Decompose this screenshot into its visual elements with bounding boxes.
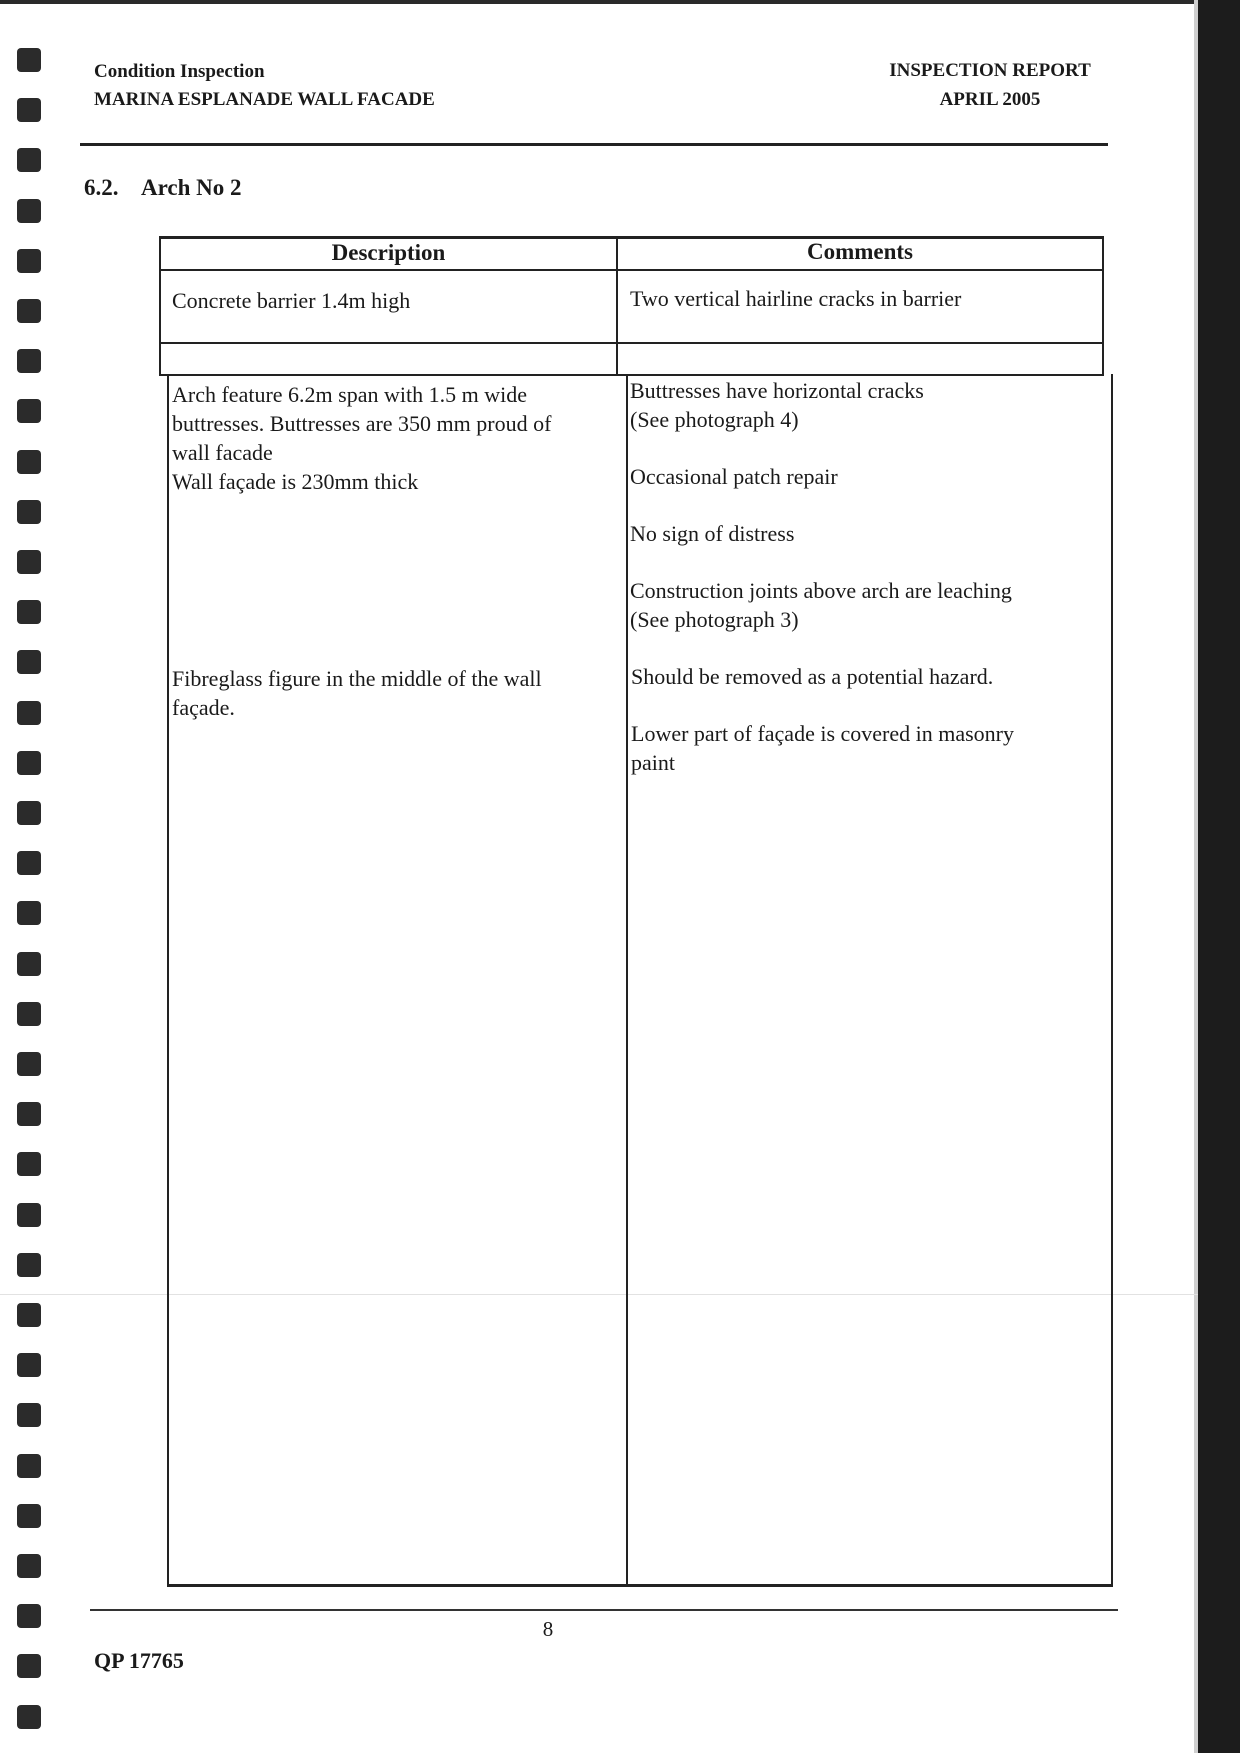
binding-hole — [17, 1504, 41, 1528]
comment-line: (See photograph 4) — [630, 407, 799, 432]
header-subtitle: Condition Inspection — [94, 61, 265, 82]
comment-line: Lower part of façade is covered in masonry — [631, 721, 1015, 746]
header-rule — [80, 143, 1108, 146]
scan-artifact-line — [0, 1294, 1198, 1295]
table-row-rule — [159, 342, 1104, 344]
binding-hole — [17, 550, 41, 574]
binding-hole — [17, 801, 41, 825]
binding-hole — [17, 1403, 41, 1427]
binding-hole — [17, 500, 41, 524]
header-project-title: MARINA ESPLANADE WALL FACADE — [94, 89, 435, 110]
binding-hole — [17, 48, 41, 72]
binding-hole — [17, 349, 41, 373]
comment-cell: Two vertical hairline cracks in barrier — [630, 286, 962, 311]
binding-hole — [17, 98, 41, 122]
description-line: wall facade — [172, 440, 273, 465]
binding-hole — [17, 1353, 41, 1377]
binding-hole — [17, 1604, 41, 1628]
description-line: Arch feature 6.2m span with 1.5 m wide — [172, 382, 527, 407]
binding-hole — [17, 851, 41, 875]
binding-hole — [17, 1152, 41, 1176]
comment-line: paint — [631, 750, 675, 775]
binding-hole — [17, 450, 41, 474]
binding-hole — [17, 1705, 41, 1729]
binding-hole — [17, 1002, 41, 1026]
section-number: 6.2. — [84, 175, 119, 200]
comment-line: (See photograph 3) — [630, 607, 799, 632]
binding-hole — [17, 1303, 41, 1327]
binding-hole — [17, 650, 41, 674]
document-reference: QP 17765 — [94, 1648, 184, 1673]
footer-rule — [90, 1609, 1118, 1611]
description-cell — [172, 664, 542, 722]
binding-hole — [17, 901, 41, 925]
comment-line: Buttresses have horizontal cracks — [630, 378, 924, 403]
table-border-right — [1111, 374, 1113, 1586]
comment-line: Construction joints above arch are leaching — [630, 578, 1012, 603]
table-border-bottom — [167, 1584, 1113, 1587]
description-line: Fibreglass figure in the middle of the wall — [172, 666, 542, 691]
table-border-left — [167, 374, 169, 1586]
binding-hole — [17, 249, 41, 273]
binding-hole — [17, 1554, 41, 1578]
header-report-date: APRIL 2005 — [939, 89, 1041, 110]
binding-hole — [17, 1654, 41, 1678]
comment-cell — [630, 376, 1012, 634]
comment-line: No sign of distress — [630, 521, 795, 546]
table-header-rule — [159, 269, 1104, 271]
binding-hole — [17, 751, 41, 775]
table-border-right — [1102, 236, 1104, 376]
header-left — [94, 58, 435, 114]
binding-hole — [17, 299, 41, 323]
description-cell — [172, 380, 551, 496]
scan-shadow — [1198, 0, 1240, 1753]
table-column-divider — [626, 374, 628, 1586]
page-number: 8 — [542, 1617, 554, 1641]
comment-cell — [631, 662, 1014, 777]
description-line: Wall façade is 230mm thick — [172, 469, 419, 494]
binding-hole — [17, 399, 41, 423]
binding-hole — [17, 1102, 41, 1126]
description-line: façade. — [172, 695, 235, 720]
section-heading — [84, 175, 242, 201]
header-report-type: INSPECTION REPORT — [889, 60, 1091, 81]
column-header-comments: Comments — [806, 239, 914, 264]
comment-line: Occasional patch repair — [630, 464, 838, 489]
page-top-edge — [0, 0, 1240, 4]
description-cell: Concrete barrier 1.4m high — [172, 288, 411, 313]
binding-hole — [17, 1203, 41, 1227]
binding-hole — [17, 1454, 41, 1478]
header-right — [870, 56, 1110, 114]
binding-hole — [17, 148, 41, 172]
binding-hole — [17, 952, 41, 976]
binding-hole — [17, 1052, 41, 1076]
description-line: buttresses. Buttresses are 350 mm proud of — [172, 411, 552, 436]
column-header-description: Description — [331, 240, 446, 265]
binding-hole — [17, 701, 41, 725]
section-title: Arch No 2 — [140, 175, 242, 200]
binding-hole — [17, 600, 41, 624]
binding-hole — [17, 199, 41, 223]
binding-hole — [17, 1253, 41, 1277]
comment-line: Should be removed as a potential hazard. — [631, 664, 994, 689]
